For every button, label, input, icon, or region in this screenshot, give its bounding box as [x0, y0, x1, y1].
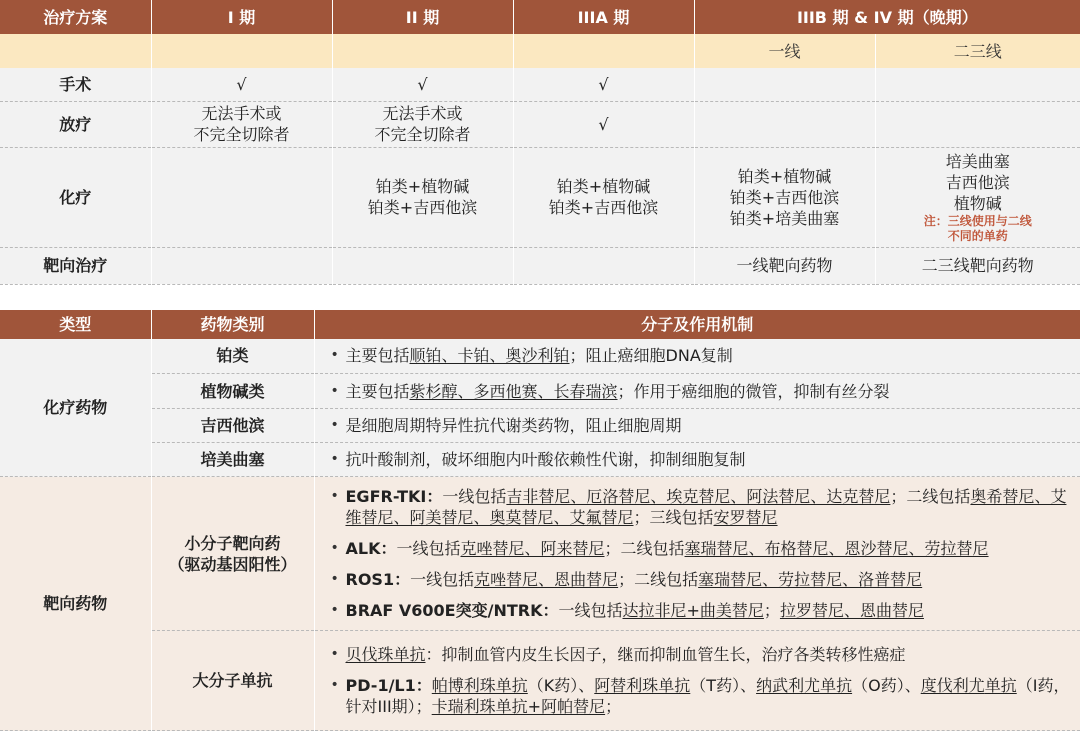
cell: 无法手术或 不完全切除者 [332, 101, 513, 147]
pd1-item: • PD-1/L1：帕博利珠单抗（K药）、阿替利珠单抗（T药）、纳武利尤单抗（O药）、度伐利尤单抗（I药，针对III期）；卡瑞利珠单抗+阿帕替尼； [329, 675, 1075, 717]
t1-header-row [0, 0, 1080, 34]
row-label: 化疗 [0, 147, 151, 247]
cell [875, 101, 1080, 147]
treatment-stage-table [0, 0, 1080, 285]
t2-row-gemcitabine [0, 409, 1080, 443]
mechanism [314, 409, 1080, 443]
category-targeted: 靶向药物 [0, 477, 151, 731]
cell [875, 147, 1080, 247]
mechanism-item: • 是细胞周期特异性抗代谢类药物，阻止细胞周期 [329, 415, 1075, 436]
table-gap [0, 285, 1080, 310]
t1-header-stage2: II 期 [332, 0, 513, 34]
t2-header-mechanism: 分子及作用机制 [314, 310, 1080, 339]
row-label: 放疗 [0, 101, 151, 147]
t2-row-plant-alkaloid [0, 374, 1080, 409]
t2-row-pemetrexed [0, 443, 1080, 477]
cell: 无法手术或 不完全切除者 [151, 101, 332, 147]
mechanism [314, 374, 1080, 409]
t1-row-chemotherapy [0, 147, 1080, 247]
t1-row-radiotherapy [0, 101, 1080, 147]
egfr-item: • EGFR-TKI：一线包括吉非替尼、厄洛替尼、埃克替尼、阿法替尼、达克替尼；二线包括奥希替尼、艾维替尼、阿美替尼、奥莫替尼、艾氟替尼；三线包括安罗替尼 [329, 486, 1075, 528]
mechanism-item: • 主要包括紫杉醇、多西他赛、长春瑞滨；作用于癌细胞的微管，抑制有丝分裂 [329, 381, 1075, 402]
cell: √ [513, 101, 694, 147]
t1-header-stage1: I 期 [151, 0, 332, 34]
category-chemo: 化疗药物 [0, 339, 151, 477]
t1-subheader-row [0, 34, 1080, 68]
mechanism-item: • 主要包括顺铂、卡铂、奥沙利铂；阻止癌细胞DNA复制 [329, 345, 1075, 366]
row-label: 手术 [0, 68, 151, 101]
t1-header-plan: 治疗方案 [0, 0, 151, 34]
cell-text: 培美曲塞 吉西他滨 植物碱 [945, 151, 1010, 213]
cell [151, 147, 332, 247]
t2-row-platinum [0, 339, 1080, 374]
drug-class: 小分子靶向药 （驱动基因阳性） [151, 477, 314, 631]
cell [513, 247, 694, 284]
row-label: 靶向治疗 [0, 247, 151, 284]
bevacizumab-item: • 贝伐珠单抗：抑制血管内皮生长因子，继而抑制血管生长，治疗各类转移性癌症 [329, 644, 1075, 665]
mechanism-item: • 抗叶酸制剂，破坏细胞内叶酸依赖性代谢，抑制细胞复制 [329, 449, 1075, 470]
t1-subheader-first-line: 一线 [694, 34, 875, 68]
cell [151, 247, 332, 284]
cell [694, 68, 875, 101]
cell: 铂类+植物碱 铂类+吉西他滨 铂类+培美曲塞 [694, 147, 875, 247]
cell: 铂类+植物碱 铂类+吉西他滨 [513, 147, 694, 247]
cell: √ [513, 68, 694, 101]
cell: √ [151, 68, 332, 101]
drug-class: 大分子单抗 [151, 631, 314, 731]
t1-header-stage3a: IIIA 期 [513, 0, 694, 34]
cell [694, 101, 875, 147]
drug-mechanism-table [0, 310, 1080, 732]
drug-class: 植物碱类 [151, 374, 314, 409]
drug-class: 吉西他滨 [151, 409, 314, 443]
t2-row-large-molecule [0, 631, 1080, 731]
mechanism [314, 631, 1080, 731]
braf-item: • BRAF V600E突变/NTRK：一线包括达拉非尼+曲美替尼；拉罗替尼、恩曲替尼 [329, 600, 1075, 621]
drug-class: 铂类 [151, 339, 314, 374]
alk-item: • ALK：一线包括克唑替尼、阿来替尼；二线包括塞瑞替尼、布格替尼、恩沙替尼、劳拉替尼 [329, 538, 1075, 559]
mechanism [314, 339, 1080, 374]
cell [875, 68, 1080, 101]
t2-header-type: 类型 [0, 310, 151, 339]
t2-header-row [0, 310, 1080, 339]
cell: 二三线靶向药物 [875, 247, 1080, 284]
chemo-note: 注：三线使用与二线 不同的单药 [923, 213, 1032, 243]
t1-header-stage-advanced: IIIB 期 & IV 期（晚期） [694, 0, 1080, 34]
mechanism [314, 443, 1080, 477]
mechanism [314, 477, 1080, 631]
t1-row-targeted [0, 247, 1080, 284]
ros1-item: • ROS1：一线包括克唑替尼、恩曲替尼；二线包括塞瑞替尼、劳拉替尼、洛普替尼 [329, 569, 1075, 590]
t2-row-small-molecule [0, 477, 1080, 631]
cell: √ [332, 68, 513, 101]
t1-subheader-second-third-line: 二三线 [875, 34, 1080, 68]
cell [332, 247, 513, 284]
cell: 一线靶向药物 [694, 247, 875, 284]
cell: 铂类+植物碱 铂类+吉西他滨 [332, 147, 513, 247]
t2-header-class: 药物类别 [151, 310, 314, 339]
drug-class: 培美曲塞 [151, 443, 314, 477]
t1-row-surgery [0, 68, 1080, 101]
